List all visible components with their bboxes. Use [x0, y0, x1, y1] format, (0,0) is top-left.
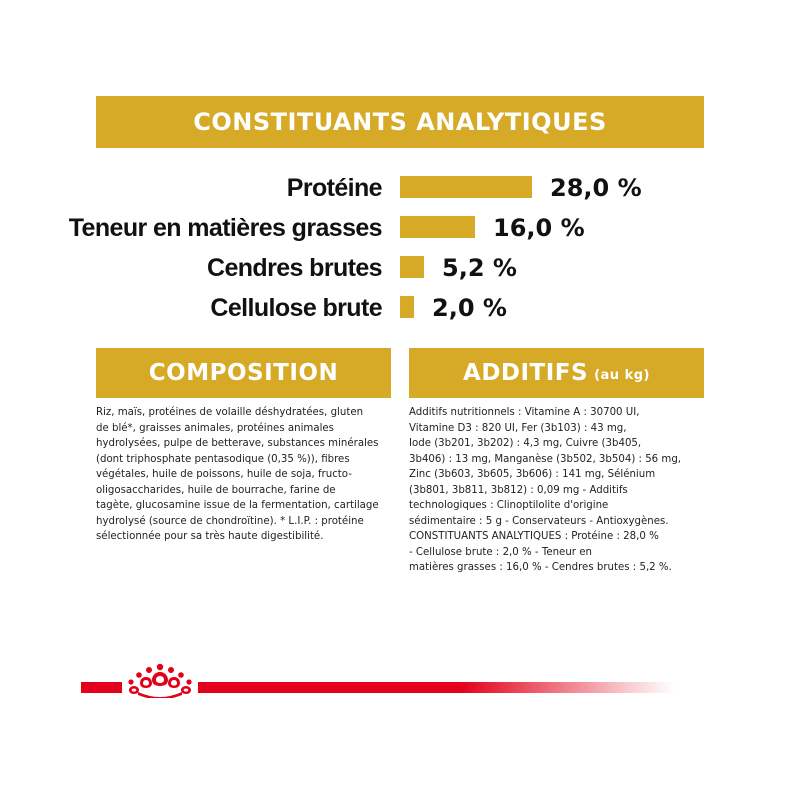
- constituent-bar: [400, 176, 532, 198]
- additifs-line: Additifs nutritionnels : Vitamine A : 30700 UI,: [409, 407, 640, 418]
- composition-line: sélectionnée pour sa très haute digestibilité.: [96, 531, 324, 542]
- constituent-label: Protéine: [286, 174, 382, 202]
- additifs-title-suffix: (au kg): [594, 367, 650, 383]
- composition-line: tagète, glucosamine issue de la fermentation, cartilage: [96, 500, 379, 511]
- composition-text: [96, 405, 379, 545]
- composition-line: oligosaccharides, huile de bourrache, farine de: [96, 484, 336, 496]
- additifs-line: Zinc (3b603, 3b605, 3b606) : 141 mg, Sélénium: [409, 469, 656, 480]
- additifs-line: matières grasses : 16,0 % - Cendres brutes : 5,2 %.: [409, 562, 672, 573]
- additifs-banner: [409, 348, 704, 398]
- composition-line: (dont triphosphate pentasodique (0,35 %)), fibres: [96, 453, 350, 465]
- additifs-line: Vitamine D3 : 820 UI, Fer (3b103) : 43 mg,: [409, 422, 627, 434]
- additifs-line: - Cellulose brute : 2,0 % - Teneur en: [409, 546, 592, 558]
- composition-line: Riz, maïs, protéines de volaille déshydratées, gluten: [96, 407, 364, 418]
- additifs-line: technologiques : Clinoptilolite d'origine: [409, 500, 609, 511]
- constituent-row: [0, 208, 800, 248]
- additifs-text: [409, 405, 681, 576]
- composition-line: végétales, huile de poissons, huile de soja, fructo-: [96, 469, 352, 480]
- additifs-line: (3b801, 3b811, 3b812) : 0,09 mg - Additifs: [409, 484, 628, 496]
- additifs-title: ADDITIFS: [463, 360, 589, 386]
- composition-line: de blé*, graisses animales, protéines animales: [96, 422, 334, 434]
- additifs-line: CONSTITUANTS ANALYTIQUES : Protéine : 28,0 %: [409, 531, 659, 542]
- constituent-row: [0, 248, 800, 288]
- constituent-value: 16,0 %: [493, 214, 585, 242]
- constituent-value: 28,0 %: [550, 174, 642, 202]
- footer-line-left: [81, 682, 122, 693]
- additifs-line: sédimentaire : 5 g - Conservateurs - Antioxygènes.: [409, 515, 669, 527]
- constituent-value: 5,2 %: [442, 254, 517, 282]
- constituent-row: [0, 288, 800, 328]
- constituent-value: 2,0 %: [432, 294, 507, 322]
- constituent-bar: [400, 216, 475, 238]
- constituent-label: Cellulose brute: [210, 294, 382, 322]
- constituents-title: CONSTITUANTS ANALYTIQUES: [193, 108, 607, 136]
- constituent-label: Cendres brutes: [207, 254, 382, 282]
- additifs-line: 3b406) : 13 mg, Manganèse (3b502, 3b504) : 56 mg,: [409, 453, 682, 465]
- additifs-line: Iode (3b201, 3b202) : 4,3 mg, Cuivre (3b405,: [409, 438, 642, 449]
- composition-banner: [96, 348, 391, 398]
- constituent-bar: [400, 256, 424, 278]
- constituent-bar: [400, 296, 414, 318]
- constituents-banner: [96, 96, 704, 148]
- composition-line: hydrolysé (source de chondroïtine). * L.I.P. : protéine: [96, 515, 364, 527]
- composition-line: hydrolysées, pulpe de betterave, substances minérales: [96, 438, 379, 449]
- composition-title: COMPOSITION: [148, 360, 339, 386]
- footer-line-right: [198, 682, 675, 693]
- royal-canin-crown-icon: [124, 662, 196, 698]
- constituent-label: Teneur en matières grasses: [68, 214, 382, 242]
- constituent-row: [0, 168, 800, 208]
